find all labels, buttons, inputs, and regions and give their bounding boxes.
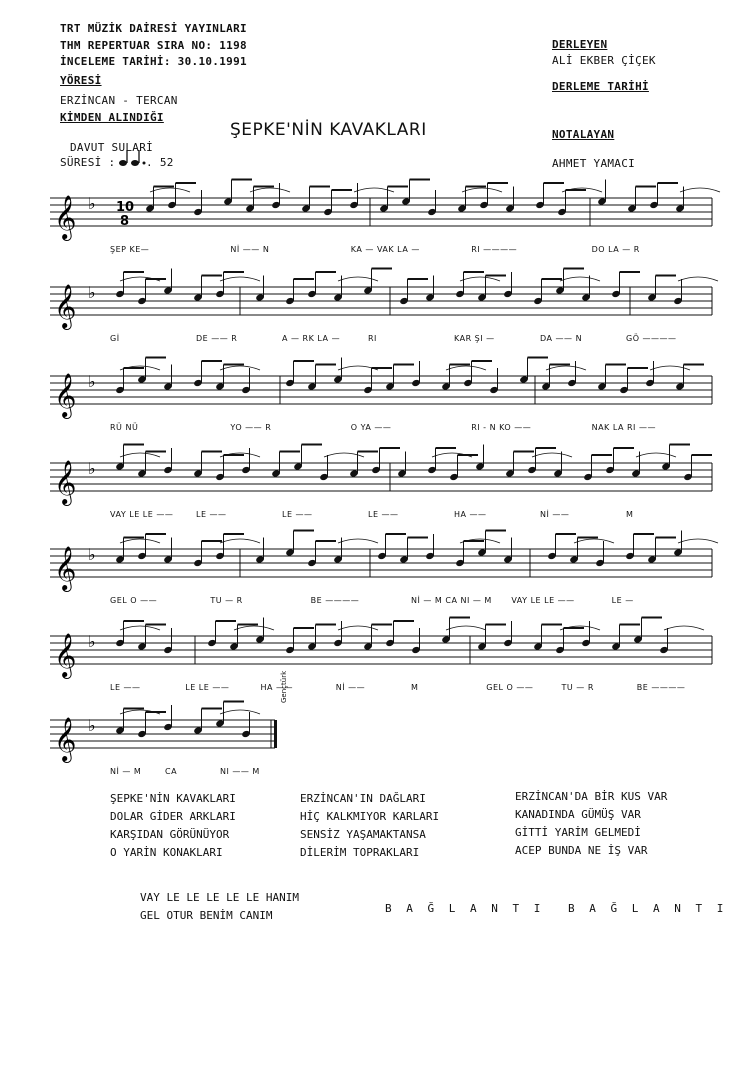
time-signature-bottom: 8 (120, 214, 130, 229)
slur (250, 188, 290, 192)
refrain-line: GEL OTUR BENİM CANIM (140, 909, 273, 922)
treble-clef-icon: 𝄞 (54, 284, 77, 328)
verse-line: KANADINDA GÜMÜŞ VAR (515, 808, 641, 821)
notation-value: AHMET YAMACI (552, 157, 636, 170)
treble-clef-icon: 𝄞 (54, 717, 77, 761)
lyric-syllable: BE ———— (636, 683, 686, 692)
region-label: YÖRESİ (60, 74, 102, 87)
slur (220, 366, 260, 370)
lyric-syllable: RÜ NÜ (110, 423, 139, 432)
lyric-syllable: KAR ŞI — (454, 334, 495, 343)
lyric-syllable: RI - N KO —— (471, 423, 532, 432)
flat-sign: ♭ (88, 632, 96, 651)
lyric-syllable: YO —— R (230, 423, 272, 432)
slur (462, 188, 502, 192)
slur (120, 453, 160, 457)
collection-date-label: DERLEME TARİHİ (552, 80, 649, 93)
slur (234, 626, 274, 630)
lyric-syllable: Nİ — M (110, 767, 142, 776)
flat-sign: ♭ (88, 545, 96, 564)
lyric-syllable: TU — R (210, 596, 243, 605)
lyric-syllable: RI ———— (471, 245, 518, 254)
lyric-syllable: CA (165, 767, 178, 776)
treble-clef-icon: 𝄞 (54, 373, 77, 417)
lyric-syllable: Nİ — M CA NI — M (411, 596, 492, 605)
repertoire-line: THM REPERTUAR SIRA NO: 1198 (60, 39, 247, 52)
verse-line: ERZİNCAN'IN DAĞLARI (300, 792, 426, 805)
lyric-syllable: GEL O —— (486, 683, 534, 692)
treble-clef-icon: 𝄞 (54, 546, 77, 590)
slur (220, 710, 260, 714)
slur (664, 626, 704, 630)
lyric-syllable: Nİ —— (335, 683, 366, 692)
verse-line: O YARİN KONAKLARI (110, 846, 223, 859)
verse-line: ACEP BUNDA NE İŞ VAR (515, 844, 648, 857)
lyric-syllable: DA —— N (540, 334, 583, 343)
slur (338, 539, 378, 543)
lyric-syllable: M (626, 510, 634, 519)
source-label: KİMDEN ALINDIĞI (60, 111, 164, 124)
source-value: DAVUT SULARİ (70, 141, 154, 154)
lyric-syllable: HA —— (260, 683, 294, 692)
lyric-syllable: Nİ —— (540, 510, 570, 519)
lyric-syllable: ŞEP KE— (110, 245, 150, 254)
tempo-value: . 52 (146, 156, 174, 169)
lyric-syllable: LE —— (282, 510, 313, 519)
lyric-syllable: LE —— (196, 510, 227, 519)
collector-label: DERLEYEN (552, 38, 608, 51)
verse-line: ŞEPKE'NİN KAVAKLARI (110, 792, 236, 805)
slur (574, 539, 614, 543)
lyric-syllable: KA — VAK LA — (350, 245, 420, 254)
baglanti-label-1: B A Ğ L A N T I (385, 902, 545, 915)
lyric-syllable: M (411, 683, 419, 692)
lyric-syllable: Nİ —— N (230, 245, 270, 254)
refrain-line: VAY LE LE LE LE LE HANIM (140, 891, 299, 904)
verse-line: DİLERİM TOPRAKLARI (300, 846, 420, 859)
treble-clef-icon: 𝄞 (54, 460, 77, 504)
lyric-syllable: VAY LE LE —— (511, 596, 575, 605)
slur (150, 188, 190, 192)
lyric-syllable: LE — (611, 596, 634, 605)
lyric-syllable: DO LA — R (591, 245, 640, 254)
slur (678, 539, 718, 543)
slur (120, 539, 160, 543)
flat-sign: ♭ (88, 716, 96, 735)
time-signature-top: 10 (116, 200, 135, 215)
lyric-syllable: GÖ ———— (626, 334, 677, 343)
verse-column-1 (110, 790, 236, 862)
lyric-syllable: NAK LA RI —— (591, 423, 656, 432)
lyric-syllable: A — RK LA — (282, 334, 341, 343)
treble-clef-icon: 𝄞 (54, 633, 77, 677)
slur (220, 277, 260, 281)
treble-clef-icon: 𝄞 (54, 195, 77, 239)
flat-sign: ♭ (88, 194, 96, 213)
lyric-syllable: HA —— (454, 510, 487, 519)
lyric-syllable: DE —— R (196, 334, 238, 343)
flat-sign: ♭ (88, 459, 96, 478)
verse-column-2 (300, 790, 439, 862)
slur (120, 626, 160, 630)
slur (678, 277, 718, 281)
lyric-syllable: Gİ (110, 334, 120, 343)
lyric-syllable: VAY LE LE —— (110, 510, 174, 519)
lyric-syllable: TU — R (561, 683, 594, 692)
song-title: ŞEPKE'NİN KAVAKLARI (230, 120, 427, 140)
verse-line: GİTTİ YARİM GELMEDİ (515, 826, 641, 839)
lyric-syllable: GEL O —— (110, 596, 158, 605)
verse-column-3 (515, 788, 667, 860)
slur (220, 539, 260, 543)
refrain (140, 889, 299, 925)
region-value: ERZİNCAN - TERCAN (60, 94, 178, 107)
lyric-syllable: BE ———— (310, 596, 360, 605)
slur (446, 366, 486, 370)
slur (460, 277, 500, 281)
verse-line: DOLAR GİDER ARKLARI (110, 810, 236, 823)
duration-label: SÜRESİ : (60, 156, 116, 169)
lyric-syllable: LE LE —— (185, 683, 230, 692)
verse-line: SENSİZ YAŞAMAKTANSA (300, 828, 426, 841)
lyric-syllable: NI —— M (220, 767, 260, 776)
verse-line: KARŞIDAN GÖRÜNÜYOR (110, 828, 230, 841)
flat-sign: ♭ (88, 283, 96, 302)
slur (680, 188, 720, 192)
verse-line: ERZİNCAN'DA BİR KUS VAR (515, 790, 668, 803)
baglanti-label-2: B A Ğ L A N T I (568, 902, 728, 915)
slur (546, 366, 586, 370)
slur (532, 453, 572, 457)
lyric-syllable: LE —— (110, 683, 141, 692)
stamp-text: Gençtürk (280, 670, 288, 703)
flat-sign: ♭ (88, 372, 96, 391)
notation-label: NOTALAYAN (552, 128, 615, 141)
review-date-line: İNCELEME TARİHİ: 30.10.1991 (60, 55, 247, 68)
slur (560, 277, 600, 281)
slur (446, 626, 486, 630)
collector-value: ALİ EKBER ÇİÇEK (552, 54, 656, 67)
publisher-line: TRT MÜZİK DAİRESİ YAYINLARI (60, 22, 247, 35)
final-bar-thick (274, 720, 277, 748)
lyric-syllable: O YA —— (350, 423, 392, 432)
lyric-syllable: LE —— (368, 510, 399, 519)
lyric-syllable: RI (368, 334, 377, 343)
verse-line: HİÇ KALKMIYOR KARLARI (300, 810, 440, 823)
